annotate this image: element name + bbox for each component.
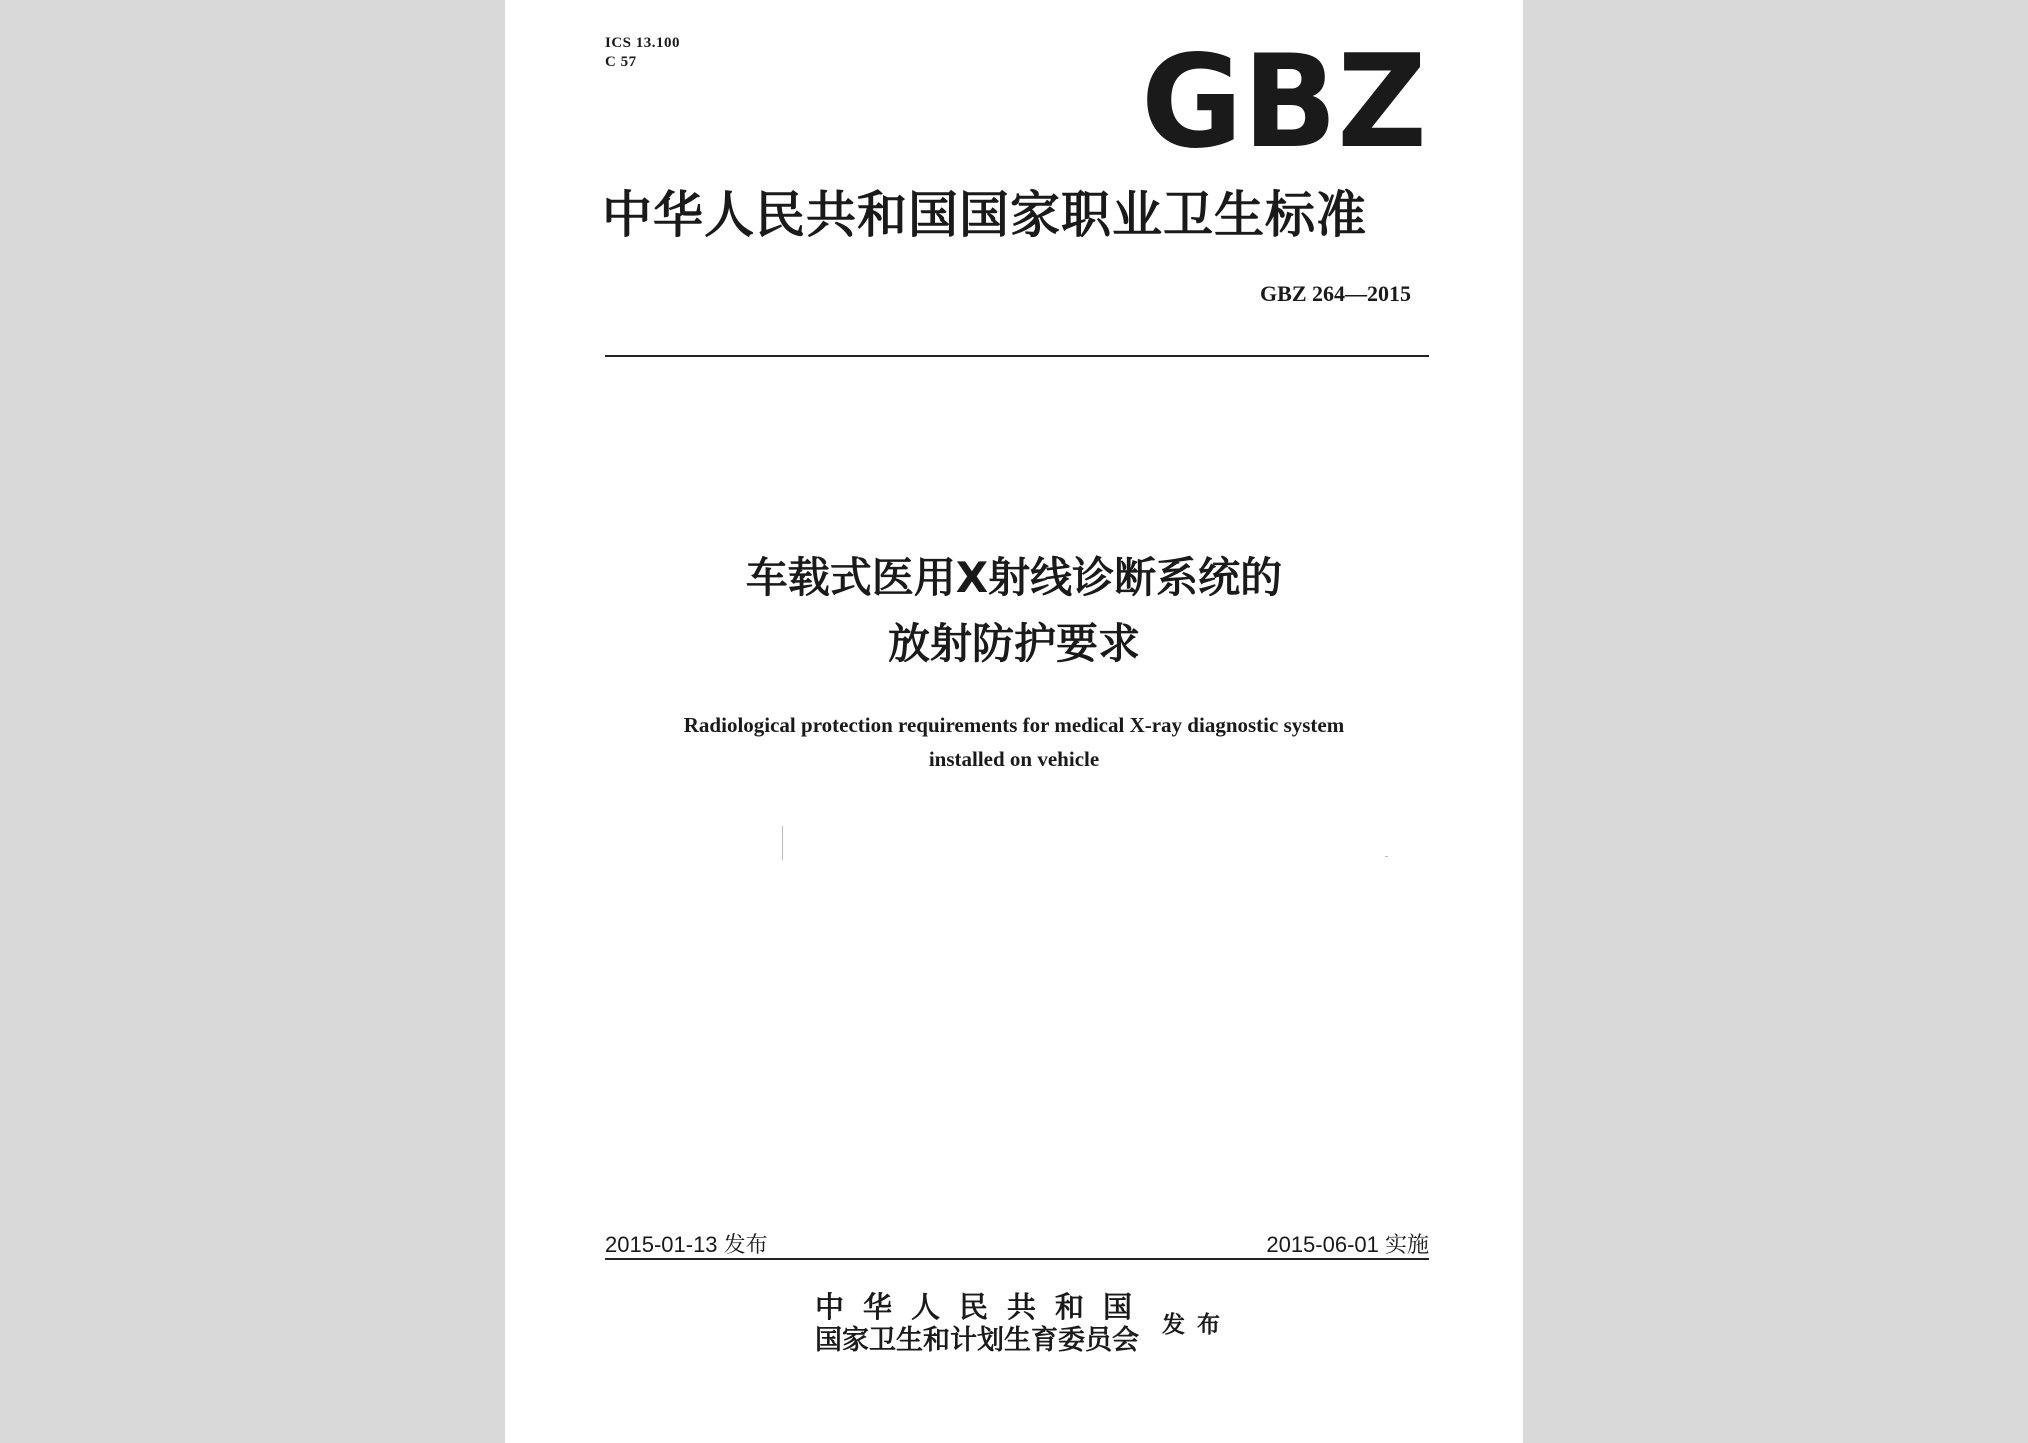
standard-category: 中华人民共和国国家职业卫生标准 [602,186,1367,244]
title-cn-line-2: 放射防护要求 [887,619,1140,668]
ccs-code: C 57 [605,54,637,70]
title-english [505,708,1523,776]
header-divider [605,355,1429,357]
scan-mark [1385,856,1388,857]
title-chinese [505,545,1523,677]
footer-divider [605,1258,1429,1260]
implementation-date: 2015-06-01 实施 [1266,1232,1429,1257]
scan-mark [782,826,783,860]
title-en-line-1: Radiological protection requirements for medical X-ray diagnostic system [683,713,1345,737]
issue-date: 2015-01-13 发布 [605,1232,768,1257]
title-en-line-2: installed on vehicle [928,747,1100,771]
issuer-commission: 国家卫生和计划生育委员会 [815,1325,1139,1356]
issue-action: 发布 [1162,1312,1232,1338]
issuer-country: 中华人民共和国 [815,1290,1152,1324]
standard-number: GBZ 264—2015 [1260,281,1411,306]
ics-code: ICS 13.100 [605,35,681,51]
gbz-logo [1137,38,1431,156]
document-page [505,0,1523,1443]
title-cn-line-1: 车载式医用X射线诊断系统的 [745,553,1283,602]
logo-text: GBZ [1141,38,1427,156]
classification-codes [605,34,680,72]
